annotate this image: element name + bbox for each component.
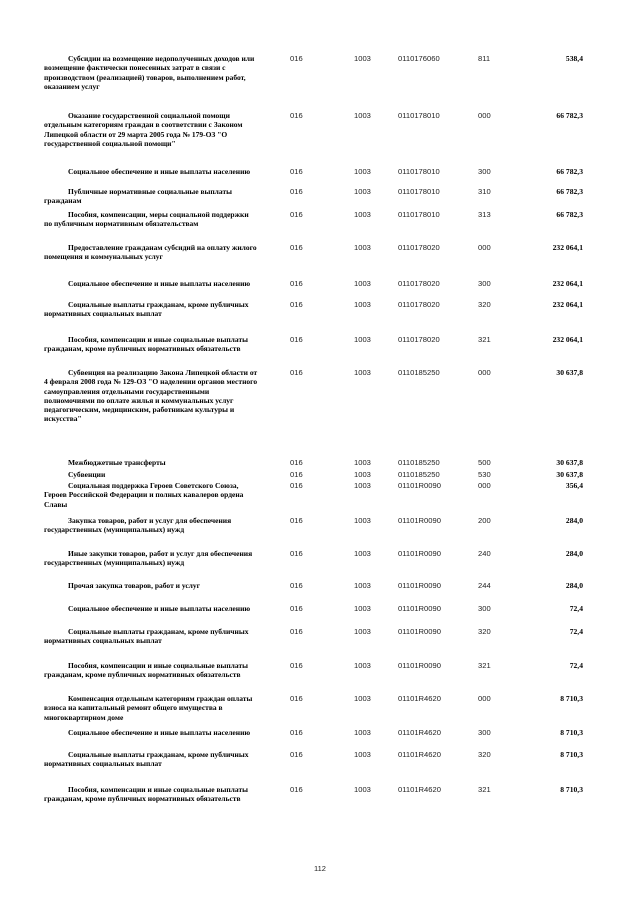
row-code-2: 1003 (354, 458, 371, 467)
row-code-2: 1003 (354, 368, 371, 377)
row-code-4: 310 (478, 187, 491, 196)
row-code-3: 01101R0090 (398, 516, 441, 525)
row-code-2: 1003 (354, 750, 371, 759)
row-amount: 356,4 (565, 481, 583, 490)
row-name: Оказание государственной социальной помощи отдельным категориям граждан в соответствии с Законом Липецкой области от 29 марта 2005 года № 179-ОЗ "О государственной социальной помощи" (44, 111, 243, 148)
row-name: Пособия, компенсации и иные социальные выплаты гражданам, кроме публичных нормативных обязательств (44, 785, 248, 804)
row-code-4: 200 (478, 516, 491, 525)
row-code-2: 1003 (354, 279, 371, 288)
row-code-4: 000 (478, 481, 491, 490)
row-code-3: 01101R0090 (398, 604, 441, 613)
row-code-2: 1003 (354, 300, 371, 309)
row-code-1: 016 (290, 243, 303, 252)
row-code-3: 0110178020 (398, 300, 440, 309)
row-code-2: 1003 (354, 604, 371, 613)
row-name: Социальное обеспечение и иные выплаты населению (68, 728, 251, 737)
row-amount: 538,4 (565, 54, 583, 63)
row-name: Иные закупки товаров, работ и услуг для обеспечения государственных (муниципальных) нужд (44, 549, 253, 568)
row-code-4: 000 (478, 694, 491, 703)
row-code-2: 1003 (354, 481, 371, 490)
row-code-2: 1003 (354, 187, 371, 196)
row-code-4: 300 (478, 279, 491, 288)
row-code-3: 01101R4620 (398, 728, 441, 737)
row-code-4: 240 (478, 549, 491, 558)
row-code-4: 300 (478, 604, 491, 613)
row-code-1: 016 (290, 167, 303, 176)
row-amount: 8 710,3 (560, 750, 583, 759)
row-name: Субсидии на возмещение недополученных доходов или возмещение фактически понесенных затрат в связи с производством (реализацией) товаров, выполнением работ, оказанием услуг (44, 54, 255, 91)
row-code-3: 0110178020 (398, 279, 440, 288)
row-code-1: 016 (290, 187, 303, 196)
row-code-4: 300 (478, 167, 491, 176)
row-code-2: 1003 (354, 335, 371, 344)
row-code-1: 016 (290, 335, 303, 344)
row-amount: 30 637,8 (556, 470, 583, 479)
row-name: Социальное обеспечение и иные выплаты населению (68, 279, 251, 288)
row-code-4: 313 (478, 210, 491, 219)
row-code-3: 01101R4620 (398, 750, 441, 759)
row-code-2: 1003 (354, 785, 371, 794)
row-code-3: 0110178010 (398, 111, 440, 120)
row-code-3: 0110176060 (398, 54, 440, 63)
row-code-4: 320 (478, 300, 491, 309)
row-code-2: 1003 (354, 210, 371, 219)
row-name: Пособия, компенсации и иные социальные выплаты гражданам, кроме публичных нормативных обязательств (44, 335, 248, 354)
row-code-1: 016 (290, 549, 303, 558)
row-code-3: 0110178010 (398, 167, 440, 176)
row-code-2: 1003 (354, 111, 371, 120)
row-code-3: 01101R0090 (398, 581, 441, 590)
row-code-3: 01101R0090 (398, 627, 441, 636)
row-code-1: 016 (290, 604, 303, 613)
row-code-3: 0110178020 (398, 243, 440, 252)
row-code-4: 320 (478, 627, 491, 636)
row-code-2: 1003 (354, 694, 371, 703)
row-code-3: 01101R0090 (398, 549, 441, 558)
row-code-4: 321 (478, 335, 491, 344)
row-code-1: 016 (290, 661, 303, 670)
row-name: Социальное обеспечение и иные выплаты населению (68, 604, 251, 613)
row-code-2: 1003 (354, 516, 371, 525)
row-code-2: 1003 (354, 549, 371, 558)
row-name: Социальные выплаты гражданам, кроме публичных нормативных социальных выплат (44, 300, 249, 319)
row-name: Пособия, компенсации, меры социальной поддержки по публичным нормативным обязательствам (44, 210, 249, 229)
row-code-2: 1003 (354, 54, 371, 63)
row-code-3: 01101R0090 (398, 661, 441, 670)
row-name: Субвенция на реализацию Закона Липецкой области от 4 февраля 2008 года № 129-ОЗ "О наделении органов местного самоуправления отдельными государственными полномочиями по оплате жилья и коммунальных услуг педагогическим, медицинским, работникам культуры и искусства" (44, 368, 258, 424)
row-code-1: 016 (290, 728, 303, 737)
row-code-2: 1003 (354, 728, 371, 737)
row-code-4: 000 (478, 368, 491, 377)
row-name: Субвенции (68, 470, 106, 479)
row-amount: 72,4 (569, 604, 583, 613)
row-code-3: 01101R4620 (398, 785, 441, 794)
row-name: Прочая закупка товаров, работ и услуг (68, 581, 201, 590)
row-code-1: 016 (290, 627, 303, 636)
row-amount: 232 064,1 (552, 335, 583, 344)
row-code-1: 016 (290, 368, 303, 377)
row-amount: 30 637,8 (556, 458, 583, 467)
row-code-2: 1003 (354, 661, 371, 670)
row-code-3: 0110185250 (398, 458, 440, 467)
row-code-2: 1003 (354, 627, 371, 636)
row-code-4: 000 (478, 111, 491, 120)
row-code-4: 811 (478, 54, 491, 63)
row-name: Публичные нормативные социальные выплаты гражданам (44, 187, 232, 206)
row-code-1: 016 (290, 111, 303, 120)
row-code-1: 016 (290, 279, 303, 288)
row-amount: 8 710,3 (560, 728, 583, 737)
row-name: Социальное обеспечение и иные выплаты населению (68, 167, 251, 176)
row-amount: 232 064,1 (552, 300, 583, 309)
row-code-4: 320 (478, 750, 491, 759)
row-amount: 232 064,1 (552, 243, 583, 252)
row-code-3: 01101R4620 (398, 694, 441, 703)
row-name: Пособия, компенсации и иные социальные выплаты гражданам, кроме публичных нормативных обязательств (44, 661, 248, 680)
row-code-3: 0110178010 (398, 187, 440, 196)
row-amount: 8 710,3 (560, 694, 583, 703)
row-code-4: 500 (478, 458, 491, 467)
row-code-2: 1003 (354, 167, 371, 176)
row-code-1: 016 (290, 694, 303, 703)
row-amount: 66 782,3 (556, 187, 583, 196)
row-code-3: 0110178020 (398, 335, 440, 344)
row-name: Социальные выплаты гражданам, кроме публичных нормативных социальных выплат (44, 750, 249, 769)
row-amount: 284,0 (565, 516, 583, 525)
row-name: Закупка товаров, работ и услуг для обеспечения государственных (муниципальных) нужд (44, 516, 232, 535)
row-code-1: 016 (290, 54, 303, 63)
row-code-1: 016 (290, 750, 303, 759)
row-code-2: 1003 (354, 243, 371, 252)
row-code-3: 0110185250 (398, 368, 440, 377)
row-code-1: 016 (290, 785, 303, 794)
row-code-4: 244 (478, 581, 491, 590)
row-amount: 232 064,1 (552, 279, 583, 288)
row-name: Межбюджетные трансферты (68, 458, 166, 467)
row-code-4: 321 (478, 661, 491, 670)
row-code-1: 016 (290, 470, 303, 479)
row-name: Предоставление гражданам субсидий на оплату жилого помещения и коммунальных услуг (44, 243, 257, 262)
row-amount: 8 710,3 (560, 785, 583, 794)
row-code-4: 530 (478, 470, 491, 479)
row-code-2: 1003 (354, 581, 371, 590)
row-amount: 72,4 (569, 661, 583, 670)
row-code-1: 016 (290, 458, 303, 467)
row-amount: 66 782,3 (556, 167, 583, 176)
page-number: 112 (314, 864, 326, 873)
row-amount: 72,4 (569, 627, 583, 636)
row-amount: 284,0 (565, 549, 583, 558)
row-amount: 66 782,3 (556, 111, 583, 120)
row-amount: 30 637,8 (556, 368, 583, 377)
row-code-1: 016 (290, 300, 303, 309)
row-name: Социальные выплаты гражданам, кроме публичных нормативных социальных выплат (44, 627, 249, 646)
row-code-4: 300 (478, 728, 491, 737)
row-code-1: 016 (290, 516, 303, 525)
row-code-1: 016 (290, 581, 303, 590)
row-amount: 66 782,3 (556, 210, 583, 219)
row-code-2: 1003 (354, 470, 371, 479)
row-code-1: 016 (290, 210, 303, 219)
row-amount: 284,0 (565, 581, 583, 590)
row-code-4: 321 (478, 785, 491, 794)
row-name: Компенсация отдельным категориям граждан оплаты взноса на капитальный ремонт общего имущества в многоквартирном доме (44, 694, 253, 722)
row-code-3: 0110185250 (398, 470, 440, 479)
row-code-1: 016 (290, 481, 303, 490)
row-code-3: 01101R0090 (398, 481, 441, 490)
row-code-3: 0110178010 (398, 210, 440, 219)
row-code-4: 000 (478, 243, 491, 252)
row-name: Социальная поддержка Героев Советского Союза, Героев Российской Федерации и полных кавалеров ордена Славы (44, 481, 244, 509)
